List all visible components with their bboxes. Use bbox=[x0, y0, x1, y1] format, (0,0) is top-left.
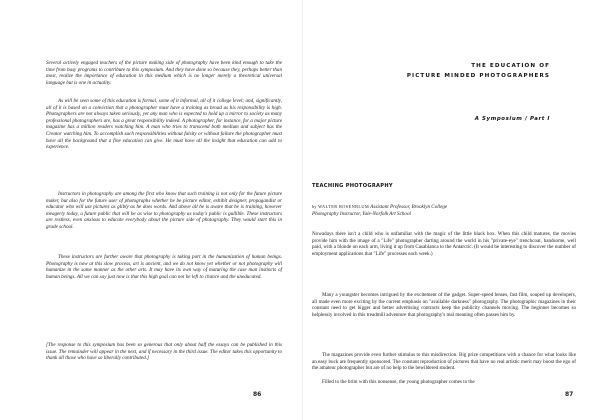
editorial-paragraph-4 bbox=[46, 254, 282, 280]
editorial-text-4: These instructors are further aware that photography is taking part in the humanization of human beings. Photography is now at this slow process, art is ancient, and we do not know yet whether or not photography will humanize in the same manner as the other arts. It may have its own way of maturing the case man instincts of human beings. All we can say just now is that this high goal can not be left to chance and the uneducated. bbox=[46, 254, 282, 280]
editorial-text-3: Instructors in photography are among the first who know that such training is not only for the future picture maker, but also for the future user of photographs whether he be picture editor, exhibit designer, propagandist or educator who will use pictures as glibly as he does words. And above all he is aware that he is training, however meagerly today, a future public that will be as wise to photography as today's public is gullible. These instructors are restless, even anxious to educate everybody about the picture side of photography. They would start this in grade school. bbox=[46, 191, 282, 230]
body-text-2: Many a youngster becomes intrigued by the excitement of the gadget. Super-speed lenses, fast film, souped up developers, all made even more exciting by the current emphasis on "available darkness" photography. The photographic magazines in their constant need to get bigger and better advertising contracts keep the publicity channels moving. The beginner becomes so helplessly involved in this treadmill adventure that photography's real meaning often passes him by. bbox=[312, 292, 576, 318]
body-paragraph-1 bbox=[312, 231, 576, 257]
article-subtitle: A Symposium / Part I bbox=[474, 116, 550, 122]
footnote-text: [The response to this symposium has been so generous that only about half the essays can be published in this issue. The remainder will appear in the next, and if necessary in the third issue. The editor takes this opportunity to thank all those who have so liberally contributed.] bbox=[46, 342, 282, 362]
body-text-3: The magazines provide even further stimulus to this misdirection. Big prize competitions with a chance for what looks like an easy buck are frequently sponsored. The constant reproduction of pictures that have no real artistic merit may boost the ego of the amateur photographer but are of no help to the bewildered student. bbox=[312, 352, 576, 372]
editorial-paragraph-3 bbox=[46, 191, 282, 231]
article-title-line-1: THE EDUCATION OF bbox=[471, 63, 550, 69]
intro-paragraph bbox=[46, 60, 282, 86]
intro-text: Several actively engaged teachers of the picture making side of photography have been kind enough to take the time from busy programs to contribute to this symposium. And they have done so because they, perhaps better than most, realize the importance of education in this medium which is no longer merely a theoretical universal language but is one in actuality. bbox=[46, 60, 282, 86]
body-paragraph-3 bbox=[312, 352, 576, 372]
author-role-1: Assistant Professor, Brooklyn College bbox=[370, 204, 448, 210]
editor-footnote bbox=[46, 342, 282, 362]
body-text-4: Filled to the brim with this nonsense, the young photographer comes to the bbox=[322, 379, 475, 385]
page-number-right: 87 bbox=[565, 391, 574, 398]
author-name: WALTER ROSENBLUM bbox=[318, 204, 370, 209]
body-paragraph-2 bbox=[312, 292, 576, 318]
editorial-text-2: As will be seen some of this education is formal, some of it informal, all of it college level; and, significantly, all of it is based on a conviction that a photographer must have a training as broad as his responsibility is high. Photographers are not always taken seriously, yet any man who is expected to hold up a mirror to society as many professional photographers are, has a great responsibility indeed. A photographer, for instance, for a major picture magazine has a million readers watching him. A man who tries to transcend both medium and subject has the Creator watching him. To accomplish such responsibilities without falsity or without failure the photographer must have all the background that a fine education can give. He must have all the insight that education can add to experience. bbox=[46, 98, 282, 151]
body-paragraph-4 bbox=[312, 379, 576, 386]
editorial-paragraph-2 bbox=[46, 98, 282, 151]
author-byline bbox=[312, 204, 572, 217]
article-title-line-2: PICTURE MINDED PHOTOGRAPHERS bbox=[406, 73, 550, 79]
author-role-2: Photography Instructor, Yale-Norfolk Art School bbox=[312, 210, 411, 217]
byline-by: by bbox=[312, 204, 317, 209]
body-text-1: Nowadays there isn't a child who is unfamiliar with the magic of the little black box. When this child matures, the movies provide him with the image of a "Life" photographer darting around the world in his "private-eye" trenchcoat, handsome, well paid, with a blonde on each arm, living it up from Casablanca to the Antarctic. (It would be interesting to discover the number of employment applications that "Life" processes each week.) bbox=[312, 231, 576, 257]
page-number-left: 86 bbox=[253, 391, 262, 398]
section-heading: TEACHING PHOTOGRAPHY bbox=[312, 183, 393, 189]
right-page bbox=[303, 0, 606, 420]
